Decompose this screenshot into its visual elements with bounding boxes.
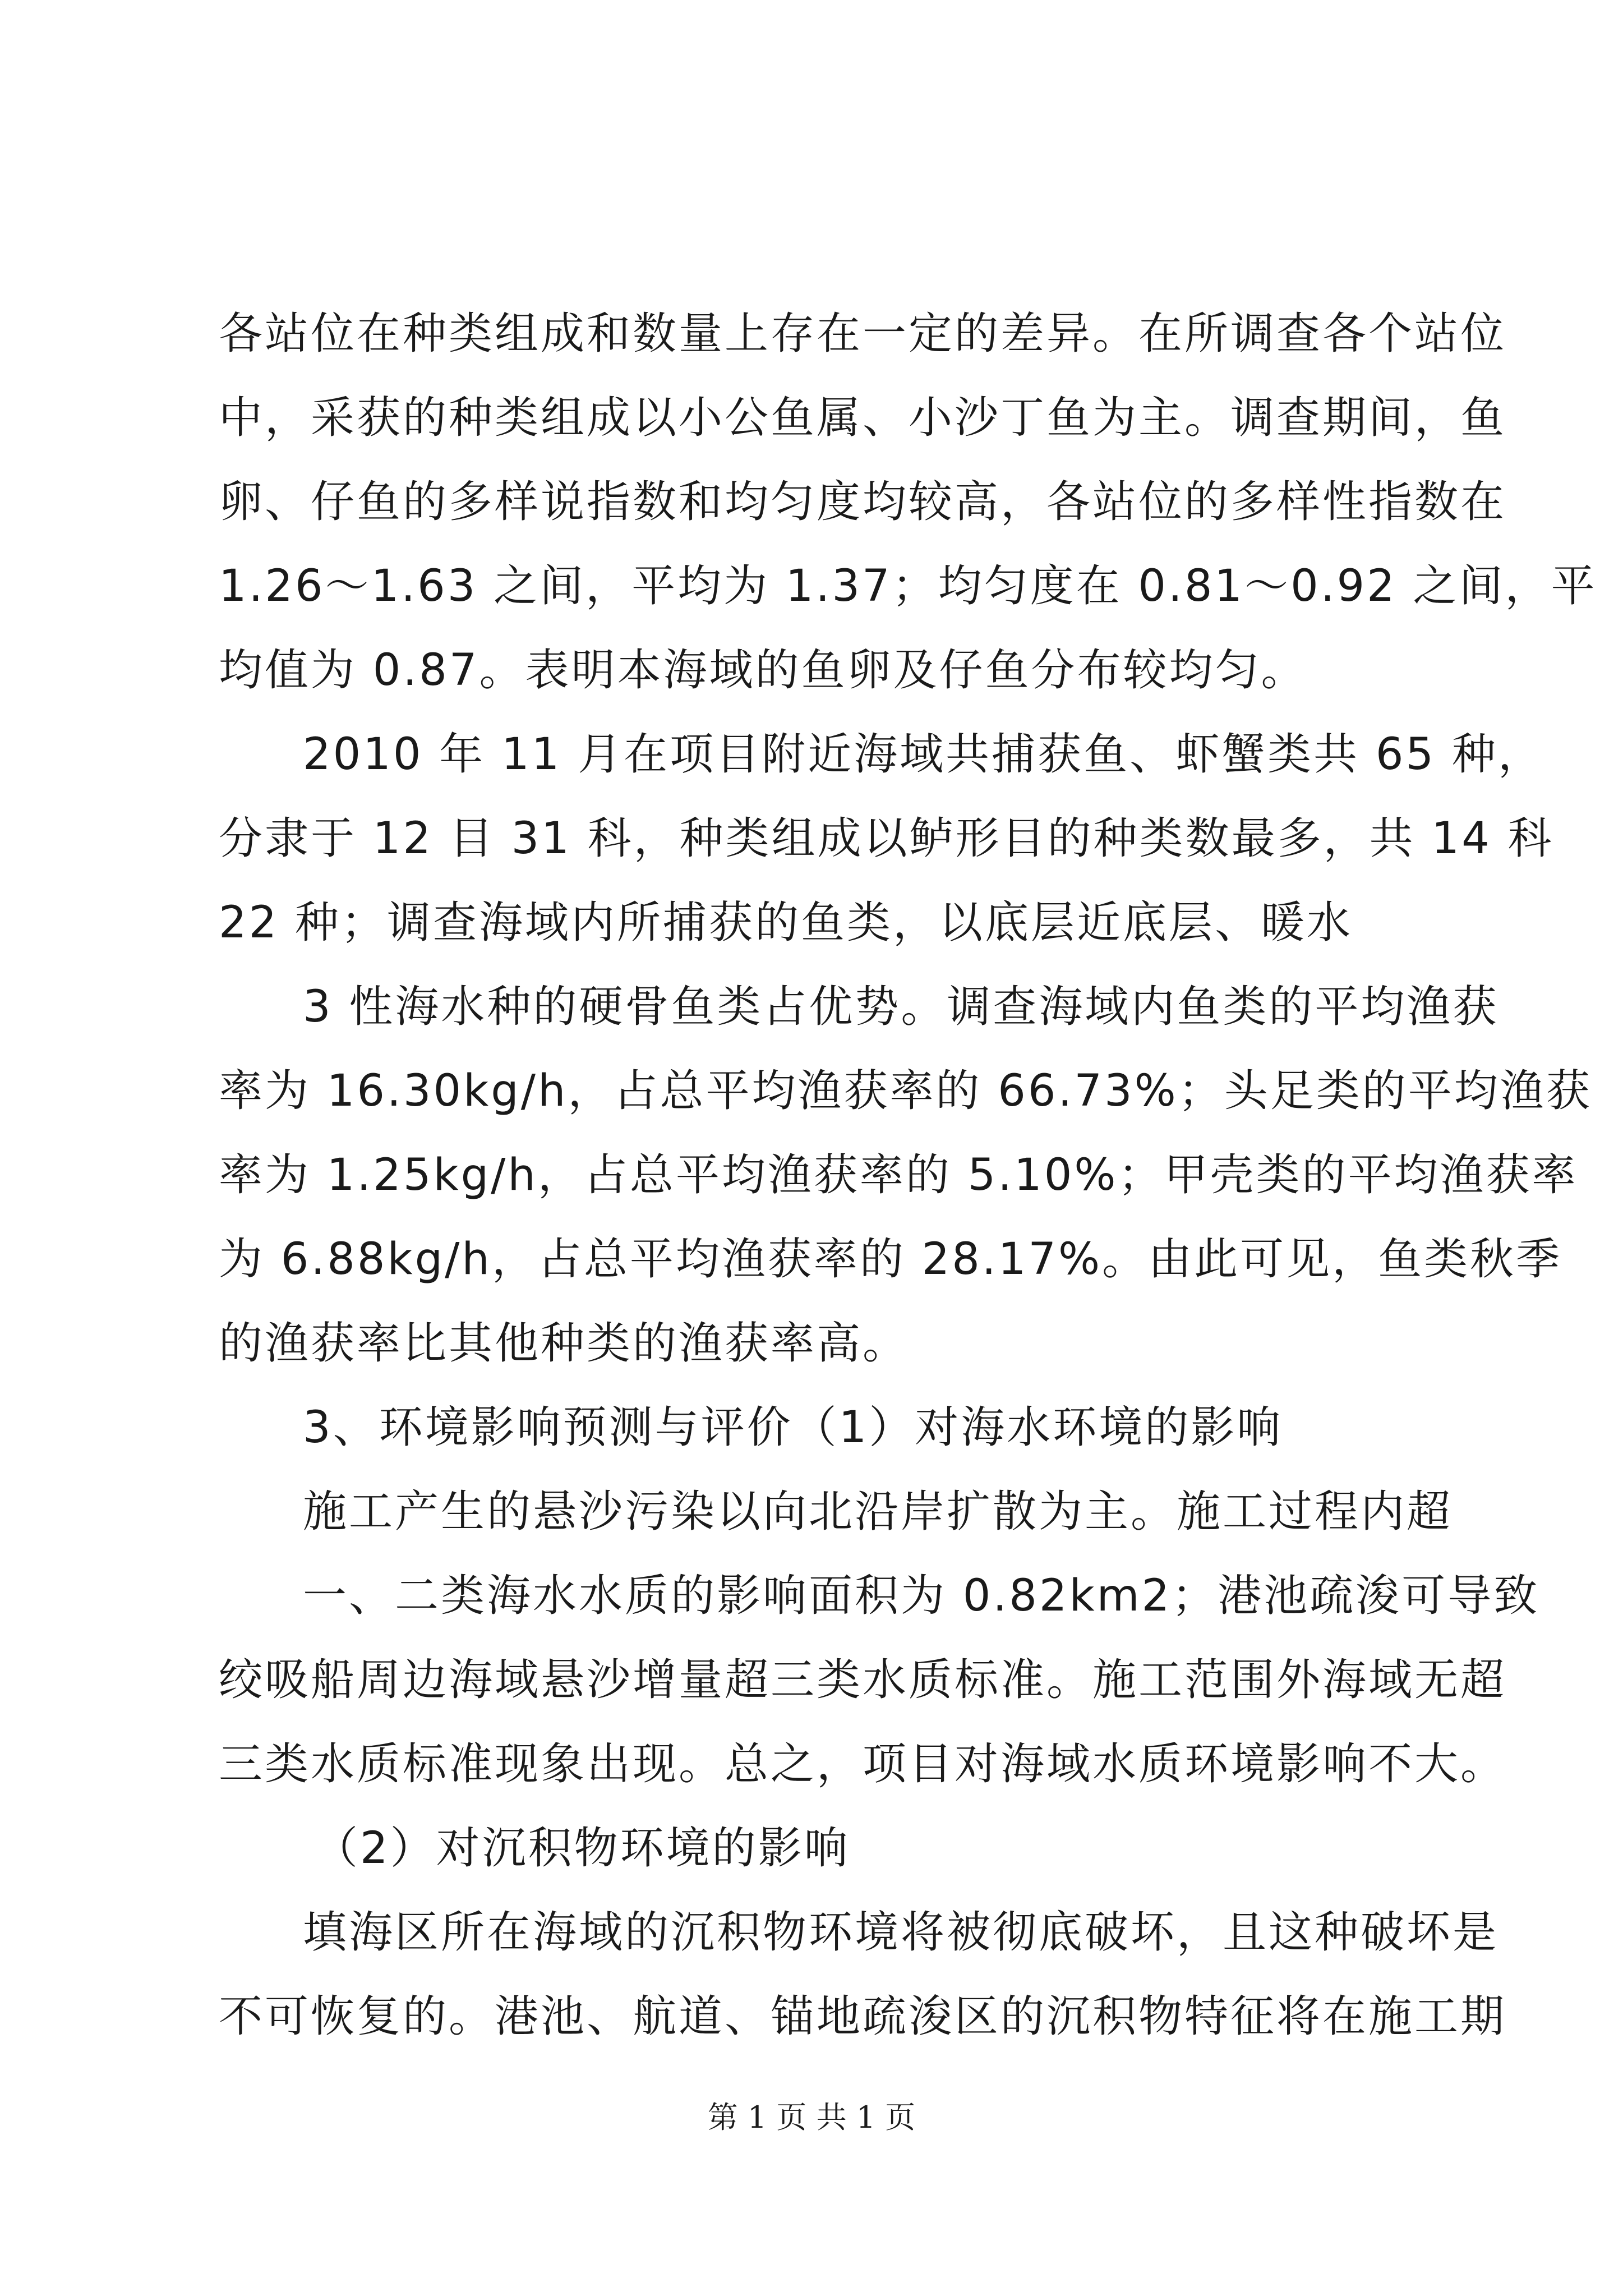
paragraph-line: 中，采获的种类组成以小公鱼属、小沙丁鱼为主。调查期间，鱼 — [219, 393, 1507, 443]
paragraph-line: 22 种；调查海域内所捕获的鱼类，以底层近底层、暖水 — [219, 898, 1353, 948]
paragraph-line: 填海区所在海域的沉积物环境将被彻底破坏，且这种破坏是 — [303, 1907, 1499, 1958]
paragraph-line: 三类水质标准现象出现。总之，项目对海域水质环境影响不大。 — [219, 1739, 1507, 1789]
section-heading: 3、环境影响预测与评价（1）对海水环境的影响 — [303, 1402, 1283, 1453]
paragraph-line: 2010 年 11 月在项目附近海域共捕获鱼、虾蟹类共 65 种， — [303, 729, 1544, 780]
paragraph-line: 分隶于 12 目 31 科，种类组成以鲈形目的种类数最多，共 14 科 — [219, 813, 1554, 864]
section-heading: （2）对沉积物环境的影响 — [314, 1823, 850, 1874]
paragraph-line: 1.26～1.63 之间，平均为 1.37；均匀度在 0.81～0.92 之间，平 — [219, 561, 1597, 611]
paragraph-line: 的渔获率比其他种类的渔获率高。 — [219, 1318, 909, 1369]
paragraph-line: 3 性海水种的硬骨鱼类占优势。调查海域内鱼类的平均渔获 — [303, 982, 1499, 1032]
paragraph-line: 各站位在种类组成和数量上存在一定的差异。在所调查各个站位 — [219, 309, 1507, 359]
paragraph-line: 率为 16.30kg/h，占总平均渔获率的 66.73%；头足类的平均渔获 — [219, 1066, 1592, 1116]
paragraph-line: 卵、仔鱼的多样说指数和均匀度均较高，各站位的多样性指数在 — [219, 477, 1507, 527]
paragraph-line: 均值为 0.87。表明本海域的鱼卵及仔鱼分布较均匀。 — [219, 645, 1307, 696]
paragraph-line: 一、二类海水水质的影响面积为 0.82km2；港池疏浚可导致 — [303, 1571, 1540, 1621]
page-footer: 第 1 页 共 1 页 — [707, 2100, 916, 2135]
paragraph-line: 不可恢复的。港池、航道、锚地疏浚区的沉积物特征将在施工期 — [219, 1991, 1507, 2042]
paragraph-line: 为 6.88kg/h，占总平均渔获率的 28.17%。由此可见，鱼类秋季 — [219, 1234, 1562, 1285]
paragraph-line: 施工产生的悬沙污染以向北沿岸扩散为主。施工过程内超 — [303, 1487, 1453, 1537]
paragraph-line: 绞吸船周边海域悬沙增量超三类水质标准。施工范围外海域无超 — [219, 1655, 1507, 1705]
paragraph-line: 率为 1.25kg/h，占总平均渔获率的 5.10%；甲壳类的平均渔获率 — [219, 1150, 1578, 1200]
